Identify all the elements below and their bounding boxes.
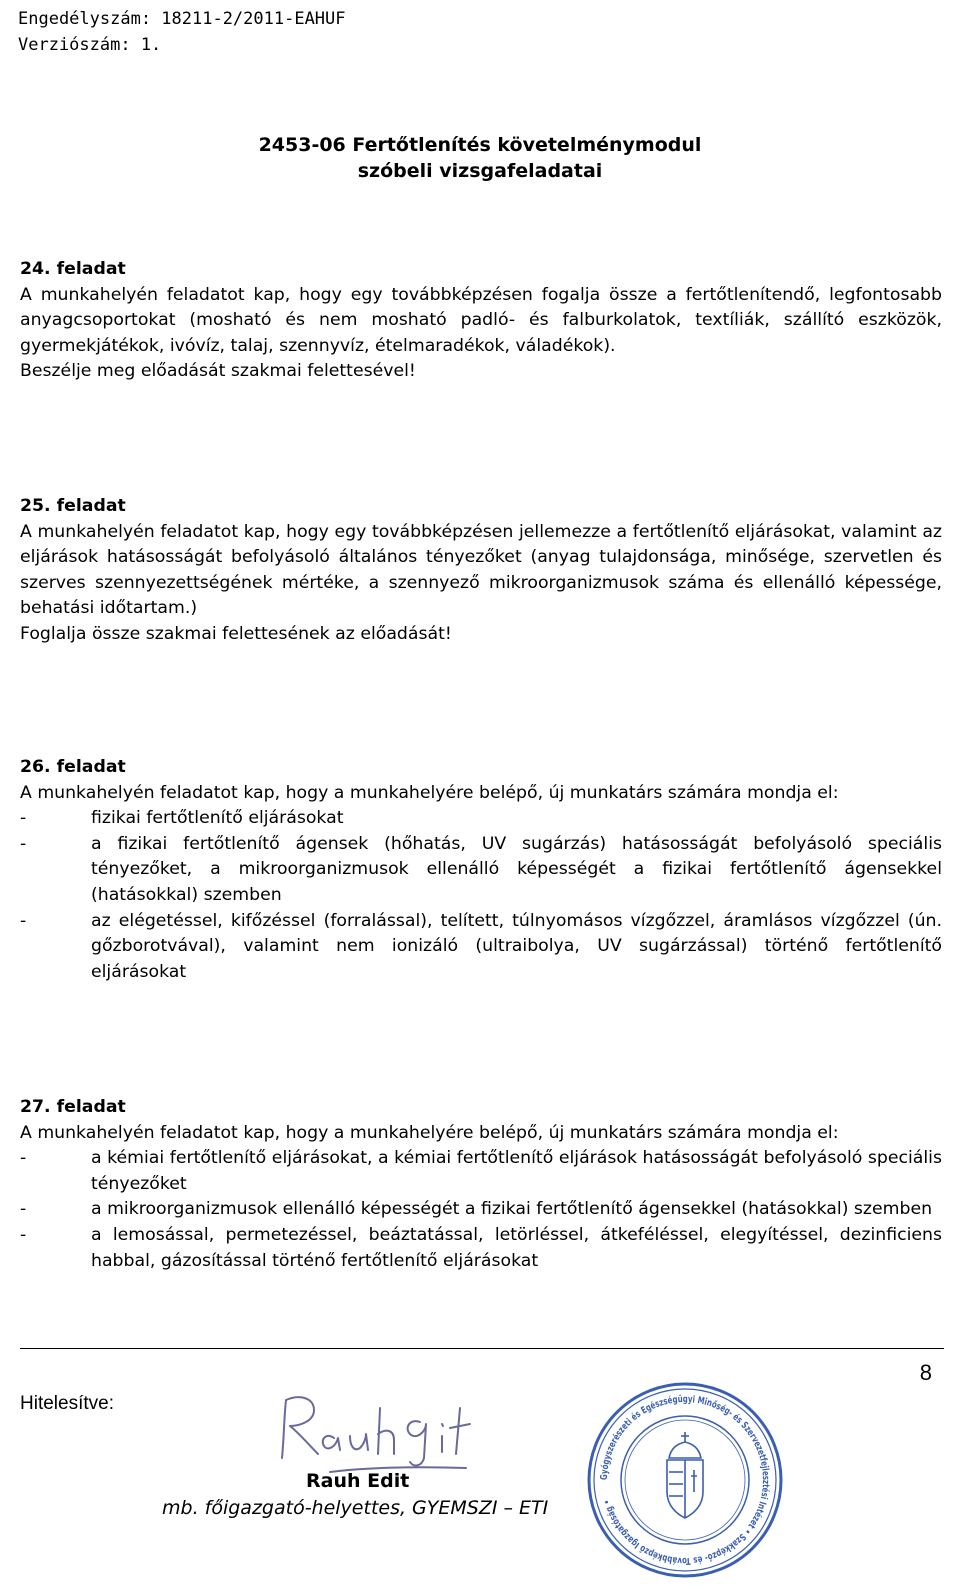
license-number: Engedélyszám: 18211-2/2011-EAHUF bbox=[18, 9, 346, 29]
dash-marker: - bbox=[20, 1148, 27, 1169]
dash-marker: - bbox=[20, 1199, 27, 1220]
task-description: A munkahelyén feladatot kap, hogy egy továbbképzésen fogalja össze a fertőtlenítendő, legfontosabb anyagcsoportokat (mosható és nem mosható padló- és falburkolatok, textíliák, szállító eszközök, gyermekjátékok, ivóvíz, talaj, szennyvíz, ételmaradékok, váladékok). bbox=[20, 284, 942, 356]
list-item-text: a kémiai fertőtlenítő eljárásokat, a kémiai fertőtlenítő eljárások hatásosságát befolyásoló speciális tényezőket bbox=[91, 1148, 942, 1194]
signer-name: Rauh Edit bbox=[306, 1470, 410, 1492]
document-header bbox=[18, 6, 346, 58]
handwritten-signature bbox=[270, 1388, 490, 1478]
task-list bbox=[20, 1146, 942, 1274]
title-line-1: 2453-06 Fertőtlenítés követelménymodul bbox=[258, 134, 702, 156]
list-item-text: a fizikai fertőtlenítő ágensek (hőhatás, UV sugárzás) hatásosságát befolyásoló speciális tényezőket, a mikroorganizmusok ellenálló képességét a fizikai fertőtlenítő ágensekkel (hatásokkal) szemben bbox=[91, 833, 942, 905]
list-item bbox=[20, 832, 942, 909]
task-instruction: Foglalja össze szakmai felettesének az előadását! bbox=[20, 623, 452, 644]
task-heading: 25. feladat bbox=[20, 496, 126, 516]
dash-marker: - bbox=[20, 1224, 27, 1245]
list-item bbox=[20, 909, 942, 986]
list-item-text: a lemosással, permetezéssel, beáztatással, letörléssel, átkeféléssel, elegyítéssel, dezinficiens habbal, gázosítással történő fertőtlenítő eljárásokat bbox=[91, 1224, 942, 1271]
task-instruction: Beszélje meg előadását szakmai felettesével! bbox=[20, 361, 416, 382]
task-25 bbox=[20, 494, 942, 648]
list-item bbox=[20, 1223, 942, 1274]
official-seal bbox=[585, 1380, 785, 1580]
task-heading: 27. feladat bbox=[20, 1097, 126, 1117]
task-heading: 26. feladat bbox=[20, 757, 126, 777]
authentication-label: Hitelesítve: bbox=[20, 1393, 114, 1414]
task-27 bbox=[20, 1095, 942, 1274]
signer-role: mb. főigazgató-helyettes, GYEMSZI – ETI bbox=[162, 1497, 549, 1519]
title-line-2: szóbeli vizsgafeladatai bbox=[357, 160, 603, 182]
list-item bbox=[20, 1146, 942, 1197]
footer-divider bbox=[20, 1348, 944, 1349]
list-item-text: az elégetéssel, kifőzéssel (forralással), telített, túlnyomásos vízgőzzel, áramlásos vízgőzzel (ún. gőzborotvával), valamint nem ionizáló (ultraibolya, UV sugárzással) történő fertőtlenítő eljárásokat bbox=[91, 910, 942, 982]
list-item-text: a mikroorganizmusok ellenálló képességét a fizikai fertőtlenítő ágensekkel (hatásokkal) szemben bbox=[91, 1199, 933, 1220]
page-number: 8 bbox=[919, 1360, 932, 1385]
task-heading: 24. feladat bbox=[20, 259, 126, 279]
list-item-text: fizikai fertőtlenítő eljárásokat bbox=[91, 808, 344, 829]
task-24 bbox=[20, 257, 942, 385]
dash-marker: - bbox=[20, 833, 27, 854]
task-26 bbox=[20, 755, 942, 985]
document-title bbox=[0, 132, 960, 184]
svg-text:Gyógyszerészeti és Egészségügy: Gyógyszerészeti és Egészségügyi Minőség- és Szervezetfejlesztési Intézet • Szakképző- és Továbbképző Igazgatóság • bbox=[598, 1393, 772, 1567]
task-list bbox=[20, 806, 942, 985]
task-intro: A munkahelyén feladatot kap, hogy a munkahelyére belépő, új munkatárs számára mondja el: bbox=[20, 1122, 839, 1143]
task-intro: A munkahelyén feladatot kap, hogy a munkahelyére belépő, új munkatárs számára mondja el: bbox=[20, 782, 839, 803]
list-item bbox=[20, 806, 942, 832]
coat-of-arms-icon bbox=[667, 1432, 703, 1518]
task-description: A munkahelyén feladatot kap, hogy egy továbbképzésen jellemezze a fertőtlenítő eljárásokat, valamint az eljárások hatásosságát befolyásoló általános tényezőket (anyag tulajdonsága, minősége, szervetlen és szerves szennyezettségének mértéke, a szennyező mikroorganizmusok száma és ellenálló képessége, behatási időtartam.) bbox=[20, 521, 942, 619]
dash-marker: - bbox=[20, 808, 27, 829]
dash-marker: - bbox=[20, 910, 27, 931]
version-number: Verziószám: 1. bbox=[18, 35, 162, 55]
list-item bbox=[20, 1197, 942, 1223]
